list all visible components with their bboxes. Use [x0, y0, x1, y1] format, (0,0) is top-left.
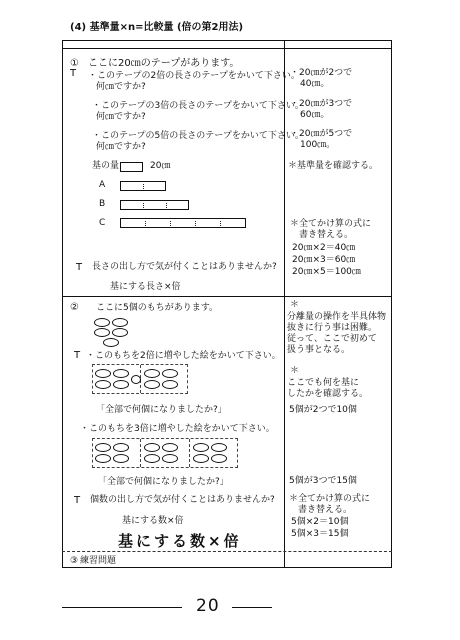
- note-10-b: 書き替える。: [298, 505, 353, 515]
- note-2-b: 60㎝。: [300, 110, 330, 120]
- mochi-double-group: [92, 364, 188, 394]
- note-5-b: 書き替える。: [299, 230, 354, 240]
- question-1-sub: 何㎝ですか?: [96, 82, 146, 92]
- note-5: ＊全てかけ算の式に: [290, 219, 372, 229]
- label-c: C: [99, 218, 106, 228]
- note-10-c: 5個×2＝10個: [291, 517, 349, 527]
- footer-rule-left: [62, 607, 182, 608]
- tape-a: [120, 181, 166, 191]
- note-2: ・20㎝が3つで: [290, 99, 353, 109]
- circle-one: ①: [70, 58, 79, 69]
- question-2: ・このテープの3倍の長さのテープをかいて下さい。: [92, 101, 304, 111]
- note-4: ＊基準量を確認する。: [288, 161, 379, 171]
- mochi-ask-2: 「全部で何個になりましたか?」: [98, 477, 229, 487]
- note-6-mark: ＊: [290, 300, 300, 310]
- note-7: ここでも何を基に: [287, 378, 360, 388]
- note-10-d: 5個×3＝15個: [291, 529, 349, 539]
- note-5-d: 20㎝×3＝60㎝: [292, 255, 356, 265]
- circle-three: ③: [70, 556, 79, 566]
- formula-length: 基にする長さ×倍: [110, 282, 181, 292]
- note-7-b: したかを確認する。: [287, 389, 369, 399]
- note-1-b: 40㎝。: [300, 79, 330, 89]
- mochi-intro: ここに5個のもちがあります。: [96, 303, 219, 313]
- mochi-question-1: ・このもちを2倍に増やした絵をかいて下さい。: [86, 351, 281, 361]
- footer-rule-right: [232, 607, 272, 608]
- note-7-mark: ＊: [290, 366, 300, 376]
- section-header: (4) 基準量×n=比較量 (倍の第2用法): [70, 22, 244, 33]
- note-5-c: 20㎝×2＝40㎝: [292, 243, 356, 253]
- column-divider: [284, 40, 285, 568]
- teacher-mark-3: T: [74, 350, 81, 361]
- note-5-e: 20㎝×5＝100㎝: [292, 267, 361, 277]
- base-label: 基の量: [92, 161, 120, 171]
- note-6: 分離量の操作を半具体物: [287, 312, 387, 322]
- base-tape: [120, 162, 143, 172]
- note-6-d: 扱う事となる。: [287, 345, 351, 355]
- question-3-sub: 何㎝ですか?: [96, 142, 146, 152]
- ask-text: 長さの出し方で気が付くことはありませんか?: [92, 262, 277, 272]
- note-6-b: 抜きに行う事は困難。: [287, 323, 378, 333]
- circle-two: ②: [70, 302, 79, 313]
- mochi-question-2: ・このもちを3倍に増やした絵をかいて下さい。: [80, 424, 275, 434]
- mochi-ask-3: 個数の出し方で気が付くことはありませんか?: [90, 495, 275, 505]
- tape-b: [120, 200, 189, 210]
- note-10: ＊全てかけ算の式に: [289, 494, 371, 504]
- top-inner-border: [62, 48, 392, 49]
- practice-title: 練習問題: [80, 556, 117, 566]
- question-3: ・このテープの5倍の長さのテープをかいて下さい。: [92, 131, 304, 141]
- label-b: B: [99, 199, 106, 209]
- note-6-c: 従って、ここで初めて: [287, 334, 377, 344]
- teacher-mark: T: [70, 68, 77, 79]
- note-3: ・20㎝が5つで: [290, 129, 353, 139]
- mochi-triple-group: [92, 438, 238, 468]
- tape-c: [120, 218, 246, 228]
- page-number: 20: [196, 596, 220, 616]
- question-1: ・このテープの2倍の長さのテープをかいて下さい。: [88, 71, 300, 81]
- base-value: 20㎝: [150, 161, 171, 171]
- note-9: 5個が3つで15個: [289, 476, 357, 486]
- note-1: ・20㎝が2つで: [290, 68, 353, 78]
- teacher-mark-2: T: [76, 262, 83, 273]
- teacher-mark-4: T: [74, 495, 81, 506]
- intro-text: ここに20㎝のテープがあります。: [88, 58, 240, 69]
- note-8: 5個が2つで10個: [289, 405, 357, 415]
- note-3-b: 100㎝。: [300, 140, 336, 150]
- formula-count: 基にする数×倍: [122, 516, 184, 526]
- section-divider-1: [62, 296, 392, 297]
- big-formula: 基にする数×倍: [118, 532, 242, 550]
- label-a: A: [99, 180, 106, 190]
- mochi-ask-1: 「全部で何個になりましたか?」: [96, 405, 227, 415]
- question-2-sub: 何㎝ですか?: [96, 112, 146, 122]
- section-divider-2: [62, 551, 392, 552]
